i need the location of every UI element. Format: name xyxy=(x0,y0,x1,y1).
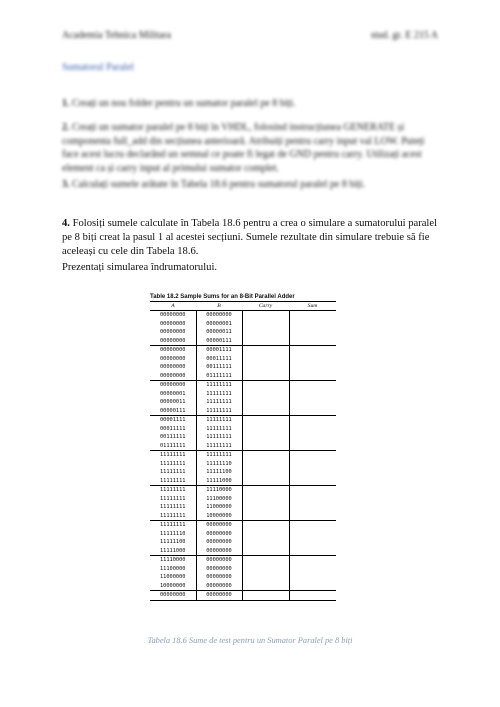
table-row xyxy=(150,328,336,337)
cell-a: 11111111 xyxy=(150,503,196,512)
cell-b: 11111111 xyxy=(196,425,242,434)
step-number: 2. xyxy=(62,122,70,133)
cell-b: 11111111 xyxy=(196,390,242,399)
cell-carry xyxy=(242,425,289,434)
step-number: 1. xyxy=(62,98,70,109)
cell-b: 10000000 xyxy=(196,512,242,521)
cell-sum xyxy=(289,416,336,425)
cell-b: 00000000 xyxy=(196,530,242,539)
table-row xyxy=(150,530,336,539)
sums-table-container xyxy=(150,294,336,601)
cell-a: 00001111 xyxy=(150,416,196,425)
table-row xyxy=(150,477,336,486)
cell-a: 00000000 xyxy=(150,355,196,364)
step-text: Creați un sumator paralel pe 8 biți în VHDL, folosind instrucțiunea GENERATE și componenta full_add din secțiunea anterioară. Atribuiți pentru carry input val LOW. Puteți face acest lucru declarând un semnal ce poate fi legat de GND pentru carry. Utilizați acest element ca și carry input al primului sumator complet. xyxy=(62,122,425,174)
cell-carry xyxy=(242,460,289,469)
cell-carry xyxy=(242,512,289,521)
column-header-a: A xyxy=(150,302,196,311)
cell-b: 00000011 xyxy=(196,328,242,337)
cell-a: 11111000 xyxy=(150,547,196,556)
cell-b: 11111100 xyxy=(196,468,242,477)
cell-carry xyxy=(242,582,289,591)
cell-sum xyxy=(289,320,336,329)
step-text: Creați un nou folder pentru un sumator paralel pe 8 biți. xyxy=(69,98,296,109)
table-row xyxy=(150,355,336,364)
section-title: Sumatorul Paralel xyxy=(62,62,134,73)
cell-sum xyxy=(289,573,336,582)
cell-a: 00000000 xyxy=(150,311,196,320)
cell-a: 00011111 xyxy=(150,425,196,434)
column-header-sum: Sum xyxy=(289,302,336,311)
cell-b: 00000000 xyxy=(196,565,242,574)
cell-carry xyxy=(242,477,289,486)
cell-carry xyxy=(242,495,289,504)
cell-sum xyxy=(289,460,336,469)
cell-b: 11111110 xyxy=(196,460,242,469)
cell-a: 11111111 xyxy=(150,477,196,486)
cell-sum xyxy=(289,311,336,320)
table-body xyxy=(150,311,336,601)
cell-carry xyxy=(242,346,289,355)
cell-b: 11111111 xyxy=(196,381,242,390)
cell-carry xyxy=(242,355,289,364)
cell-a: 11111111 xyxy=(150,512,196,521)
cell-carry xyxy=(242,556,289,565)
cell-carry xyxy=(242,372,289,381)
cell-a: 11111111 xyxy=(150,486,196,495)
cell-sum xyxy=(289,591,336,601)
cell-sum xyxy=(289,442,336,451)
cell-carry xyxy=(242,451,289,460)
cell-b: 00000111 xyxy=(196,337,242,346)
cell-b: 00000000 xyxy=(196,573,242,582)
table-row xyxy=(150,495,336,504)
instruction-text: Prezentați simularea îndrumatorului. xyxy=(62,262,218,273)
cell-b: 00000000 xyxy=(196,547,242,556)
paragraph-step-2 xyxy=(62,121,438,175)
cell-sum xyxy=(289,538,336,547)
table-row xyxy=(150,582,336,591)
cell-carry xyxy=(242,398,289,407)
cell-a: 00000000 xyxy=(150,320,196,329)
cell-a: 10000000 xyxy=(150,582,196,591)
table-row xyxy=(150,433,336,442)
step-number: 3. xyxy=(62,179,70,190)
cell-a: 00000011 xyxy=(150,398,196,407)
table-caption: Tabela 18.6 Sume de test pentru un Sumator Paralel pe 8 biți xyxy=(147,636,353,645)
cell-sum xyxy=(289,582,336,591)
header-left: Academia Tehnica Militara xyxy=(62,30,172,41)
cell-a: 00000000 xyxy=(150,591,196,601)
cell-sum xyxy=(289,486,336,495)
cell-a: 00000001 xyxy=(150,390,196,399)
cell-sum xyxy=(289,547,336,556)
cell-sum xyxy=(289,468,336,477)
cell-carry xyxy=(242,381,289,390)
cell-a: 00000000 xyxy=(150,363,196,372)
sums-table xyxy=(150,301,336,601)
step-text: Folosiți sumele calculate în Tabela 18.6 pentru a crea o simulare a sumatorului paralel pe 8 biți creat la pasul 1 al acestei secțiuni. Sumele rezultate din simulare trebuie să fie aceleași cu cele din Tabela 18.6. xyxy=(62,218,438,257)
cell-sum xyxy=(289,477,336,486)
cell-sum xyxy=(289,565,336,574)
cell-sum xyxy=(289,372,336,381)
cell-b: 11111000 xyxy=(196,477,242,486)
cell-a: 00000000 xyxy=(150,372,196,381)
cell-sum xyxy=(289,355,336,364)
cell-carry xyxy=(242,530,289,539)
cell-b: 00001111 xyxy=(196,346,242,355)
cell-a: 11111111 xyxy=(150,468,196,477)
table-row xyxy=(150,425,336,434)
cell-carry xyxy=(242,565,289,574)
cell-a: 01111111 xyxy=(150,442,196,451)
table-row xyxy=(150,442,336,451)
cell-b: 00111111 xyxy=(196,363,242,372)
paragraph-step-3 xyxy=(62,178,438,192)
cell-a: 00000000 xyxy=(150,346,196,355)
cell-carry xyxy=(242,503,289,512)
cell-carry xyxy=(242,433,289,442)
table-row xyxy=(150,521,336,530)
table-row xyxy=(150,320,336,329)
table-row xyxy=(150,363,336,372)
cell-b: 11100000 xyxy=(196,495,242,504)
cell-sum xyxy=(289,521,336,530)
table-row xyxy=(150,547,336,556)
header-right: stud. gr. E 215 A xyxy=(370,30,438,41)
table-row xyxy=(150,381,336,390)
cell-sum xyxy=(289,346,336,355)
cell-carry xyxy=(242,337,289,346)
table-row xyxy=(150,538,336,547)
cell-sum xyxy=(289,398,336,407)
cell-carry xyxy=(242,573,289,582)
table-row xyxy=(150,372,336,381)
cell-b: 01111111 xyxy=(196,372,242,381)
cell-a: 11110000 xyxy=(150,556,196,565)
cell-sum xyxy=(289,433,336,442)
cell-carry xyxy=(242,320,289,329)
table-row xyxy=(150,398,336,407)
cell-sum xyxy=(289,381,336,390)
cell-carry xyxy=(242,390,289,399)
table-row xyxy=(150,556,336,565)
cell-carry xyxy=(242,407,289,416)
cell-b: 00011111 xyxy=(196,355,242,364)
cell-b: 11110000 xyxy=(196,486,242,495)
cell-b: 11111111 xyxy=(196,442,242,451)
cell-b: 00000000 xyxy=(196,521,242,530)
cell-carry xyxy=(242,486,289,495)
cell-sum xyxy=(289,556,336,565)
cell-carry xyxy=(242,363,289,372)
cell-b: 11111111 xyxy=(196,416,242,425)
cell-b: 00000000 xyxy=(196,591,242,601)
table-row xyxy=(150,416,336,425)
cell-carry xyxy=(242,311,289,320)
cell-carry xyxy=(242,591,289,601)
cell-a: 11111111 xyxy=(150,495,196,504)
cell-carry xyxy=(242,521,289,530)
table-header-row xyxy=(150,302,336,311)
cell-b: 11111111 xyxy=(196,407,242,416)
table-row xyxy=(150,503,336,512)
cell-sum xyxy=(289,451,336,460)
paragraph-step-4 xyxy=(62,217,442,258)
cell-a: 11000000 xyxy=(150,573,196,582)
cell-b: 00000000 xyxy=(196,582,242,591)
table-row xyxy=(150,591,336,601)
column-header-b: B xyxy=(196,302,242,311)
cell-b: 11000000 xyxy=(196,503,242,512)
cell-a: 11111111 xyxy=(150,451,196,460)
cell-carry xyxy=(242,547,289,556)
cell-sum xyxy=(289,530,336,539)
cell-a: 11111110 xyxy=(150,530,196,539)
cell-b: 00000000 xyxy=(196,556,242,565)
table-row xyxy=(150,565,336,574)
cell-b: 11111111 xyxy=(196,398,242,407)
cell-b: 00000000 xyxy=(196,538,242,547)
cell-sum xyxy=(289,337,336,346)
cell-a: 11111111 xyxy=(150,521,196,530)
cell-sum xyxy=(289,512,336,521)
table-row xyxy=(150,460,336,469)
table-row xyxy=(150,573,336,582)
cell-b: 11111111 xyxy=(196,451,242,460)
cell-carry xyxy=(242,538,289,547)
cell-sum xyxy=(289,390,336,399)
table-row xyxy=(150,311,336,320)
cell-sum xyxy=(289,503,336,512)
table-row xyxy=(150,407,336,416)
cell-b: 11111111 xyxy=(196,433,242,442)
cell-sum xyxy=(289,363,336,372)
table-title: Table 18.2 Sample Sums for an 8-Bit Parallel Adder xyxy=(150,294,295,300)
table-row xyxy=(150,486,336,495)
step-number: 4. xyxy=(62,218,70,229)
cell-carry xyxy=(242,442,289,451)
cell-a: 11100000 xyxy=(150,565,196,574)
cell-a: 00111111 xyxy=(150,433,196,442)
table-row xyxy=(150,512,336,521)
cell-sum xyxy=(289,407,336,416)
table-row xyxy=(150,337,336,346)
cell-a: 00000000 xyxy=(150,337,196,346)
paragraph-step-1 xyxy=(62,97,438,111)
cell-carry xyxy=(242,416,289,425)
cell-a: 00000000 xyxy=(150,328,196,337)
cell-sum xyxy=(289,425,336,434)
column-header-carry: Carry xyxy=(242,302,289,311)
table-row xyxy=(150,468,336,477)
cell-b: 00000000 xyxy=(196,311,242,320)
cell-b: 00000001 xyxy=(196,320,242,329)
step-text: Calculați sumele arătate în Tabela 18.6 pentru sumatorul paralel pe 8 biți. xyxy=(69,179,366,190)
cell-carry xyxy=(242,328,289,337)
table-row xyxy=(150,451,336,460)
cell-a: 11111111 xyxy=(150,460,196,469)
cell-a: 00000000 xyxy=(150,381,196,390)
table-row xyxy=(150,390,336,399)
paragraph-instruction xyxy=(62,261,438,275)
cell-a: 00000111 xyxy=(150,407,196,416)
cell-carry xyxy=(242,468,289,477)
cell-a: 11111100 xyxy=(150,538,196,547)
cell-sum xyxy=(289,495,336,504)
cell-sum xyxy=(289,328,336,337)
table-row xyxy=(150,346,336,355)
